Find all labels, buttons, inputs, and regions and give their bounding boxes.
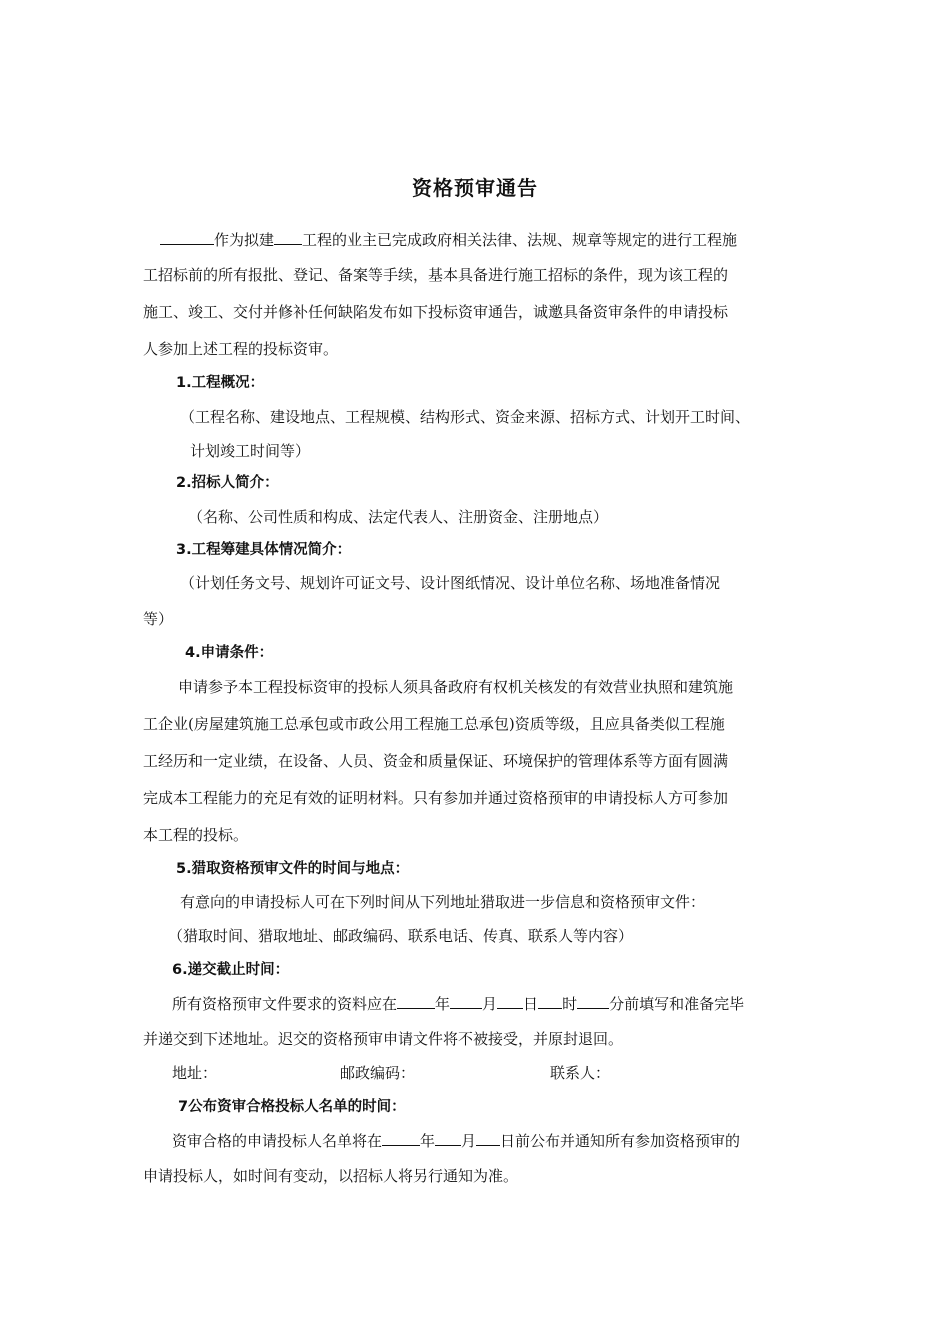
section-6-heading: 6.递交截止时间： — [172, 962, 290, 978]
section-2-line-1: （名称、公司性质和构成、法定代表人、注册资金、注册地点） — [188, 508, 609, 526]
section-4-line-1: 申请参予本工程投标资审的投标人须具备政府有权机关核发的有效营业执照和建筑施 — [178, 678, 734, 696]
section-5-line-1: 有意向的申请投标人可在下列时间从下列地址猎取进一步信息和资格预审文件： — [180, 893, 706, 911]
publish-day-blank — [476, 1130, 500, 1146]
section-6-line-2: 并递交到下述地址。迟交的资格预审申请文件将不被接受，并原封退回。 — [143, 1030, 624, 1048]
section-3-line-2: 等） — [143, 610, 174, 628]
section-1-line-1: （工程名称、建设地点、工程规模、结构形式、资金来源、招标方式、计划开工时间、 — [180, 408, 751, 426]
intro-line-2: 工招标前的所有报批、登记、备案等手续，基本具备进行施工招标的条件，现为该工程的 — [143, 266, 729, 284]
intro-line-4: 人参加上述工程的投标资审。 — [143, 340, 339, 358]
section-7-line-1: 资审合格的申请投标人名单将在 年 月 日前公布并通知所有参加资格预审的 — [172, 1132, 741, 1150]
owner-blank — [160, 229, 214, 245]
section-6-line-1: 所有资格预审文件要求的资料应在 年 月 日 时 分前填写和准备完毕 — [172, 995, 745, 1013]
address-label: 地址： — [172, 1064, 218, 1082]
section-5-line-2: （猎取时间、猎取地址、邮政编码、联系电话、传真、联系人等内容） — [168, 927, 634, 945]
section-7-line-2: 申请投标人，如时间有变动，以招标人将另行通知为准。 — [143, 1167, 519, 1185]
postal-code-label: 邮政编码： — [340, 1064, 416, 1082]
section-4-line-4: 完成本工程能力的充足有效的证明材料。只有参加并通过资格预审的申请投标人方可参加 — [143, 789, 729, 807]
deadline-minute-blank — [577, 993, 609, 1009]
document-title: 资格预审通告 — [412, 176, 538, 200]
section-1-line-2: 计划竣工时间等） — [190, 442, 311, 460]
contact-label: 联系人： — [550, 1064, 611, 1082]
deadline-month-blank — [450, 993, 482, 1009]
publish-month-blank — [435, 1130, 461, 1146]
section-3-heading: 3.工程筹建具体情况简介： — [176, 542, 352, 558]
publish-year-blank — [382, 1130, 420, 1146]
project-blank — [274, 229, 302, 245]
section-7-heading: 7公布资审合格投标人名单的时间： — [178, 1099, 406, 1115]
section-1-heading: 1.工程概况： — [176, 375, 265, 391]
section-5-heading: 5.猎取资格预审文件的时间与地点： — [176, 861, 410, 877]
section-4-line-3: 工经历和一定业绩，在设备、人员、资金和质量保证、环境保护的管理体系等方面有圆满 — [143, 752, 729, 770]
section-4-line-5: 本工程的投标。 — [143, 826, 249, 844]
section-2-heading: 2.招标人简介： — [176, 475, 279, 491]
section-3-line-1: （计划任务文号、规划许可证文号、设计图纸情况、设计单位名称、场地准备情况 — [180, 574, 721, 592]
deadline-day-blank — [497, 993, 523, 1009]
section-4-heading: 4.申请条件： — [185, 645, 274, 661]
deadline-year-blank — [397, 993, 435, 1009]
deadline-hour-blank — [538, 993, 562, 1009]
intro-line-1: 作为拟建 工程的业主已完成政府相关法律、法规、规章等规定的进行工程施 — [160, 229, 737, 250]
section-4-line-2: 工企业(房屋建筑施工总承包或市政公用工程施工总承包)资质等级，且应具备类似工程施 — [143, 715, 725, 733]
intro-line-3: 施工、竣工、交付并修补任何缺陷发布如下投标资审通告，诚邀具备资审条件的申请投标 — [143, 303, 729, 321]
